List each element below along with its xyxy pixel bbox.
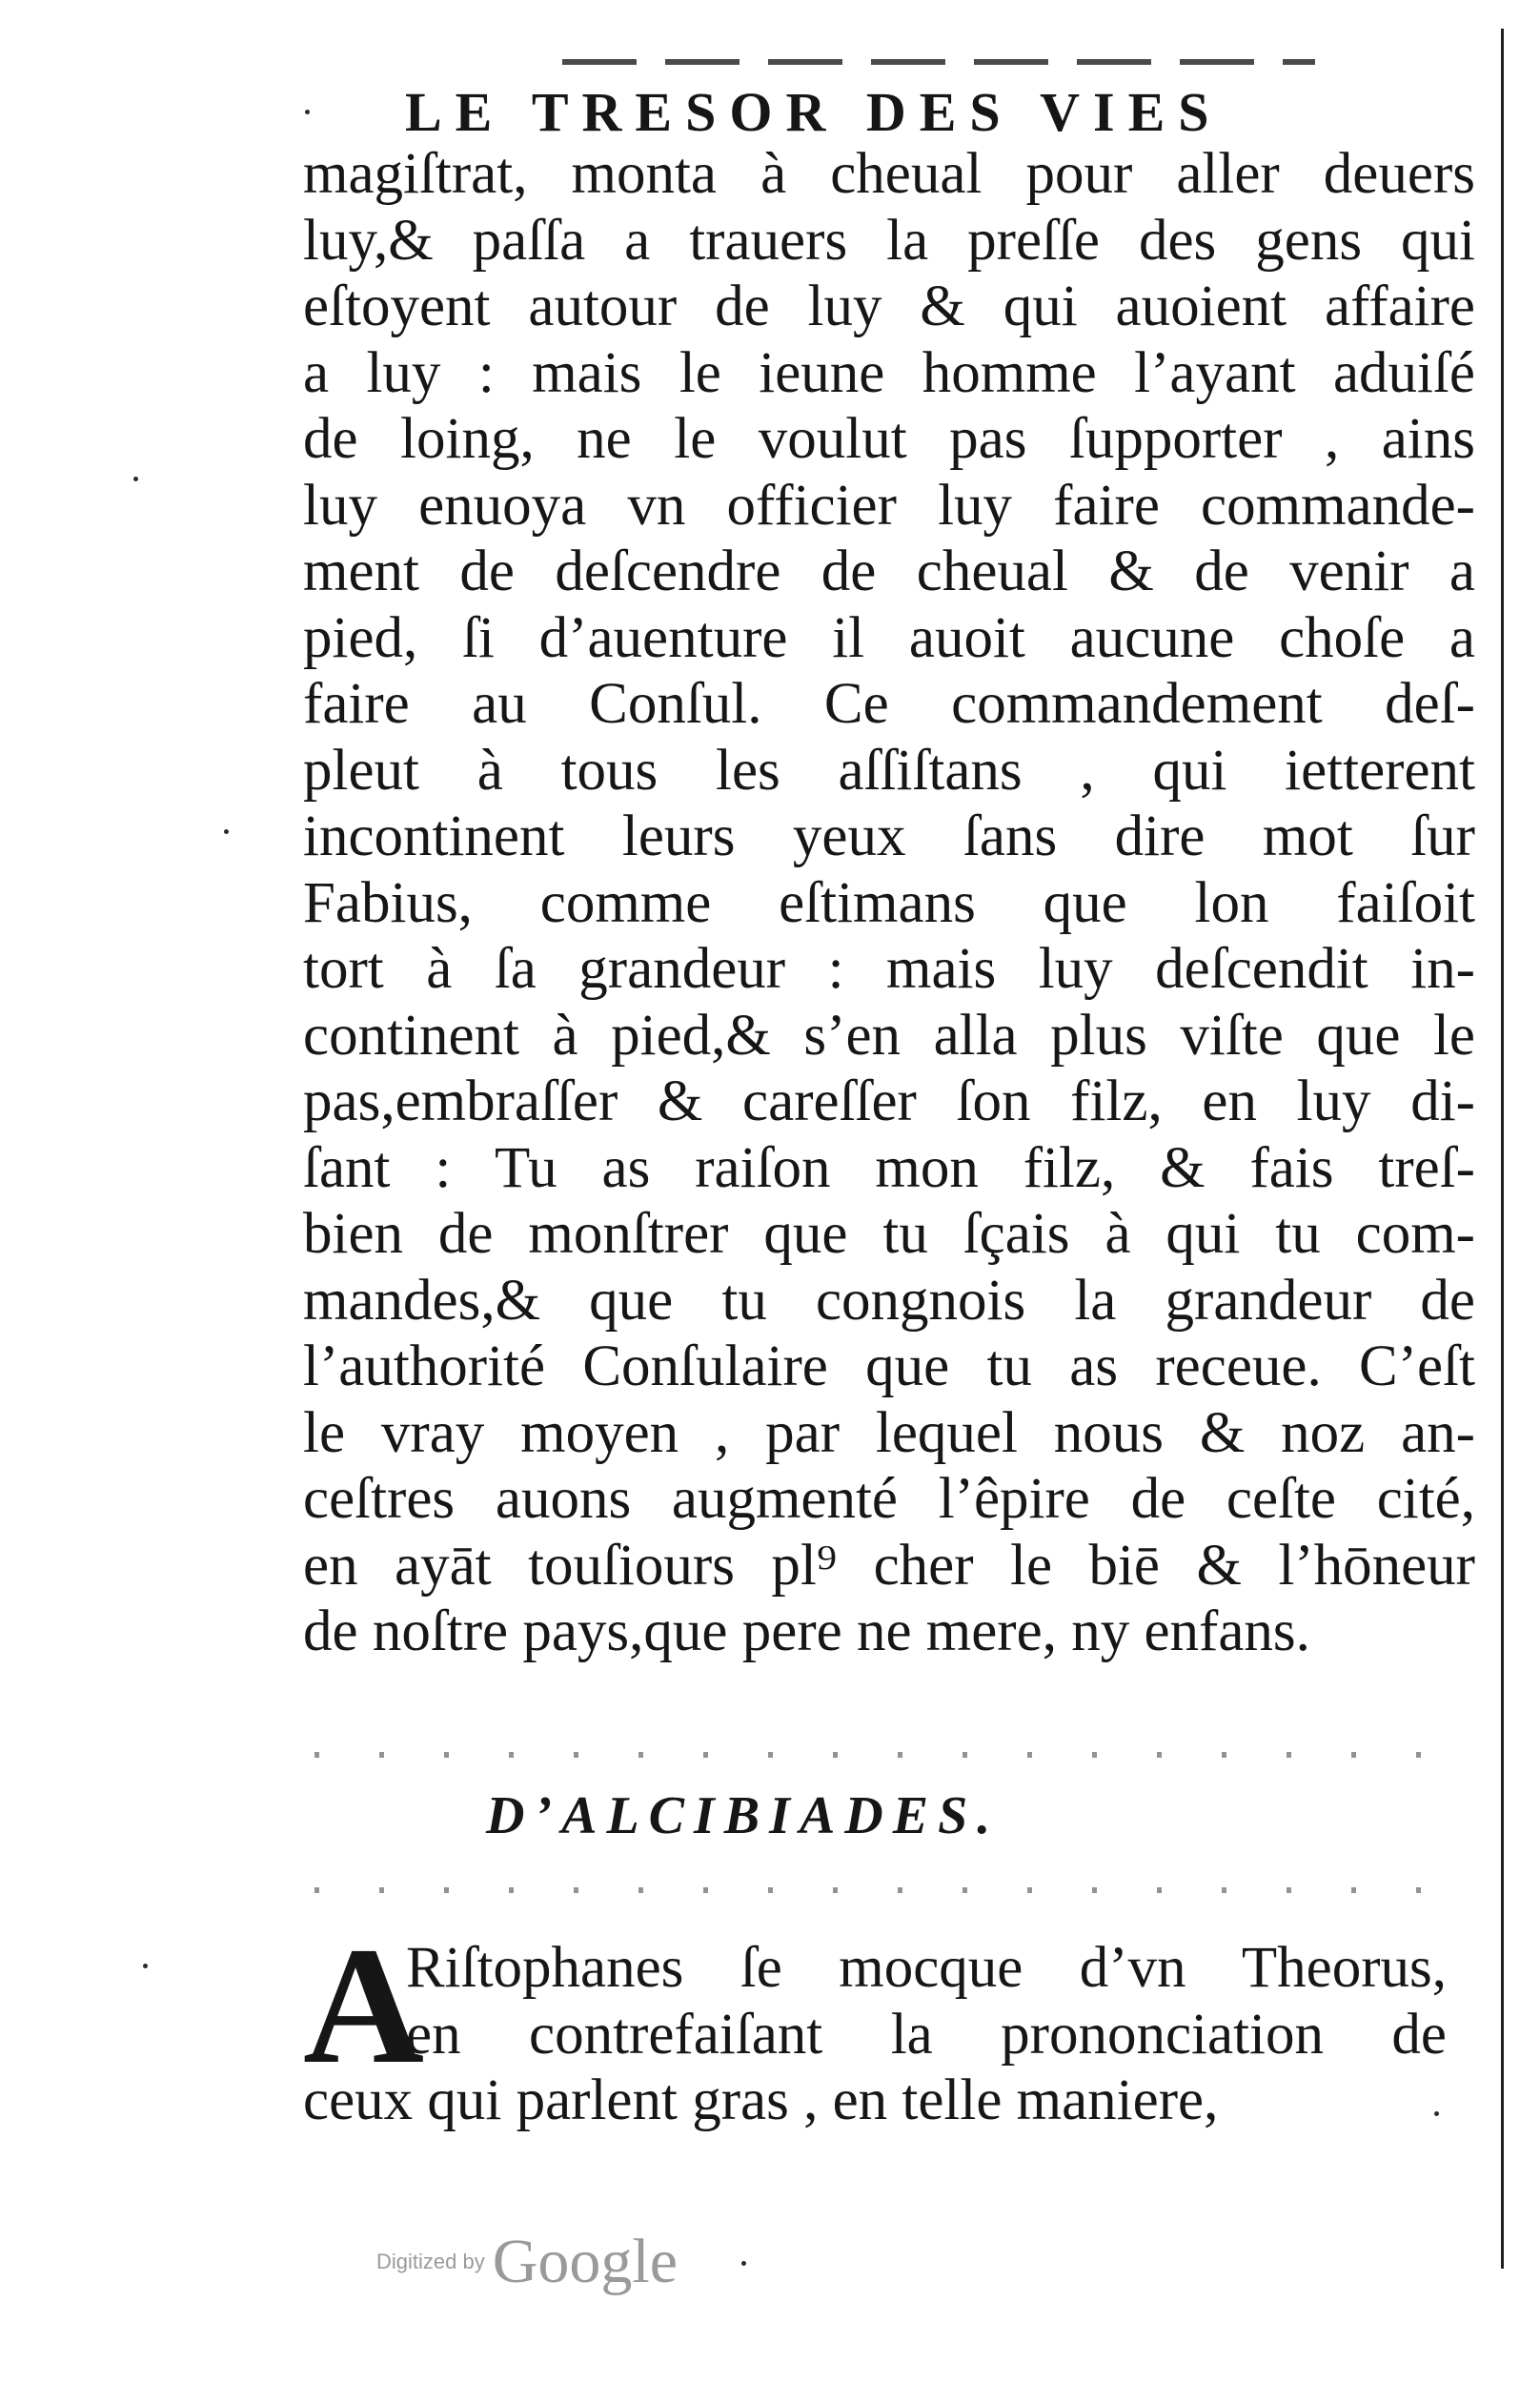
text-line: mandes,& que tu congnois la grandeur de [303,1268,1475,1333]
text-line: l’authorité Conſulaire que tu as receue. C’eſt [303,1334,1475,1398]
digitized-watermark [376,2226,678,2298]
text-line: pied, ſi d’auenture il auoit aucune choſe a [303,605,1475,670]
text-line: magiſtrat, monta à cheual pour aller deuers [303,142,1475,206]
text-line: luy enuoya vn officier luy faire commande- [303,473,1475,538]
text-line: de noſtre pays,que pere ne mere, ny enfans. [303,1599,1310,1663]
header-rule [562,59,1315,65]
text-line: ceux qui parlent gras , en telle maniere, [303,2068,1219,2132]
section-title: D’ALCIBIADES. [486,1786,1001,1845]
section-body [303,1913,1447,2134]
page-edge-line [1501,29,1504,2269]
text-line: de loing, ne le voulut pas ſupporter , ains [303,407,1475,471]
scan-speck [224,829,229,834]
running-head: LE TRESOR DES VIES [405,81,1223,143]
text-line: en contrefaiſant la prononciation de [406,2002,1447,2067]
watermark-prefix: Digitized by [376,2250,485,2273]
text-line: incontinent leurs yeux ſans dire mot ſur [303,805,1475,868]
text-line: eſtoyent autour de luy & qui auoient affaire [303,275,1475,338]
text-line: ſant : Tu as raiſon mon filz, & fais treſ- [303,1135,1475,1200]
text-line: tort à ſa grandeur : mais luy deſcendit in- [303,937,1475,1001]
text-line: le vray moyen , par lequel nous & noz an- [303,1400,1475,1465]
text-line: a luy : mais le ieune homme l’ayant aduiſé [303,340,1475,405]
text-line: pleut à tous les aſſiſtans , qui ietterent [303,738,1475,803]
scan-speck [1434,2111,1439,2116]
text-line: Riſtophanes ſe mocque d’vn Theorus, [406,1936,1447,2000]
body-text [303,141,1475,1665]
scan-speck [133,477,138,481]
text-line: pas,embraſſer & careſſer ſon filz, en luy di- [303,1069,1475,1133]
text-line: ceſtres auons augmenté l’êpire de ceſte cité, [303,1467,1475,1531]
scan-noise [314,1887,1458,1893]
text-line: continent à pied,& s’en alla plus viſte que le [303,1003,1475,1068]
scan-noise [314,1752,1458,1758]
drop-cap: A [303,1913,425,2099]
text-line: luy,& paſſa a trauers la preſſe des gens qui [303,208,1475,273]
google-logo: Google [492,2227,679,2296]
text-line: bien de monſtrer que tu ſçais à qui tu com- [303,1202,1475,1266]
text-line: en ayāt touſiours pl⁹ cher le biē & l’hōneur [303,1533,1475,1598]
scan-speck [305,110,310,114]
text-line: faire au Conſul. Ce commandement deſ- [303,672,1475,736]
text-line: ment de deſcendre de cheual & de venir a [303,540,1475,603]
text-line: Fabius, comme eſtimans que lon faiſoit [303,870,1475,935]
scan-speck [741,2261,746,2266]
scan-speck [143,1964,148,1968]
